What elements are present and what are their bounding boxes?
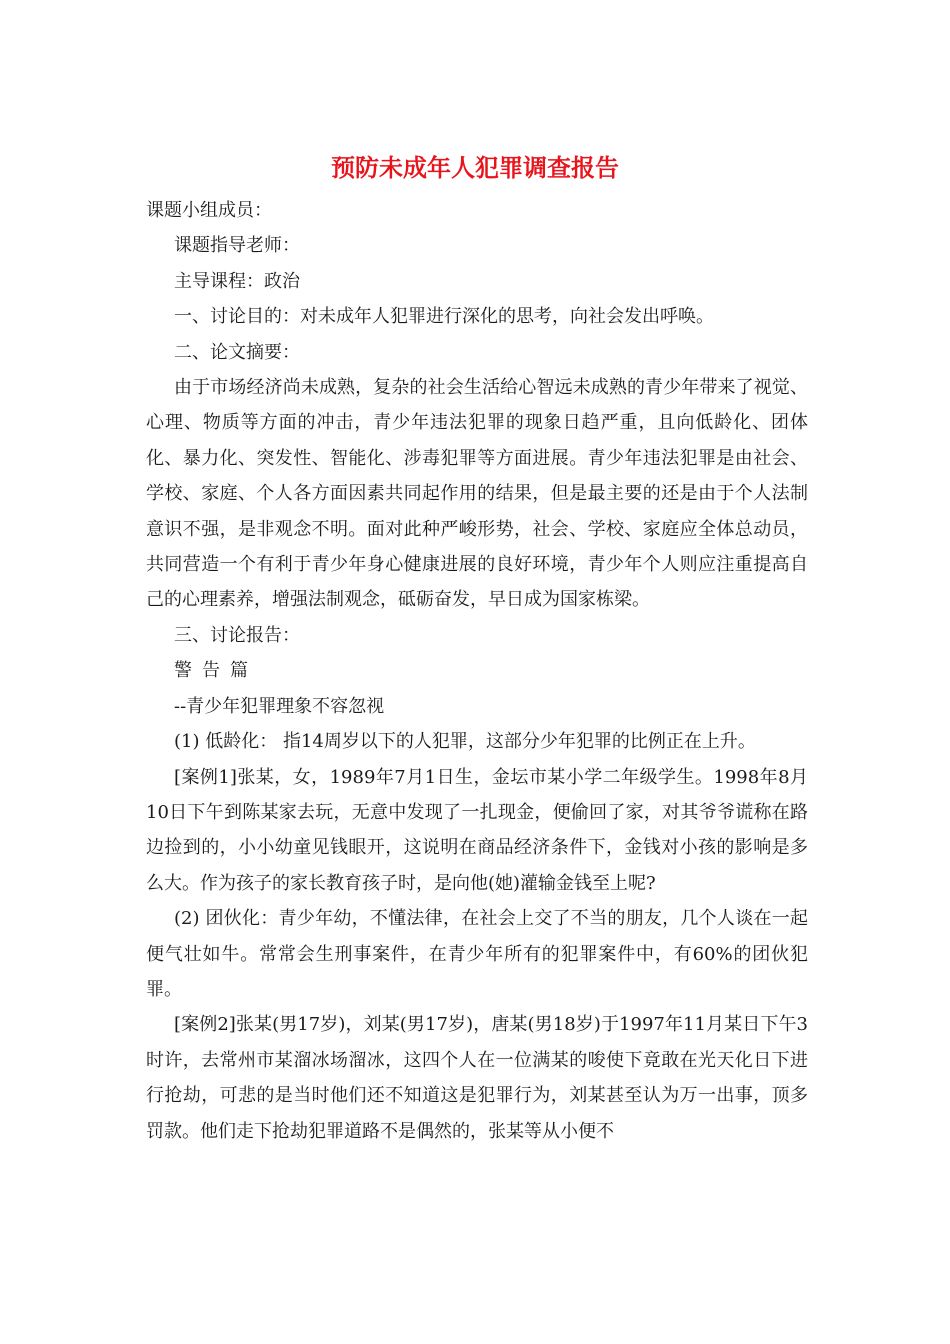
document-body [146,193,808,1149]
paragraph-purpose: 一、讨论目的：对未成年人犯罪进行深化的思考，向社会发出呼唤。 [174,306,714,328]
paragraph-report-heading: 三、讨论报告： [174,624,300,646]
paragraph-advisor: 课题指导老师： [174,235,300,257]
paragraph-course: 主导课程：政治 [174,270,300,292]
paragraph-gang: (2) 团伙化：青少年幼，不懂法律，在社会上交了不当的朋友，几个人谈在一起便气壮如牛。常常会生刑事案件，在青少年所有的犯罪案件中，有60%的团伙犯罪。 [146,908,808,1000]
paragraph-abstract-heading: 二、论文摘要： [174,341,300,363]
paragraph-group-members: 课题小组成员： [146,200,272,221]
paragraph-warning-subtitle: --青少年犯罪理象不容忽视 [174,695,385,717]
paragraph-abstract: 由于市场经济尚未成熟，复杂的社会生活给心智远未成熟的青少年带来了视觉、心理、物质等方面的冲击，青少年违法犯罪的现象日趋严重，且向低龄化、团体化、暴力化、突发性、智能化、涉毒犯罪等方面进展。青少年违法犯罪是由社会、学校、家庭、个人各方面因素共同起作用的结果，但是最主要的还是由于个人法制意识不强，是非观念不明。面对此种严峻形势，社会、学校、家庭应全体总动员，共同营造一个有利于青少年身心健康进展的良好环境，青少年个人则应注重提高自己的心理素养，增强法制观念，砥砺奋发，早日成为国家栋梁。 [146,377,808,611]
paragraph-warning-heading: 警告篇 [174,660,258,682]
paragraph-case-2: [案例2]张某(男17岁)，刘某(男17岁)，唐某(男18岁)于1997年11月某日下午3时许，去常州市某溜冰场溜冰，这四个人在一位满某的唆使下竟敢在光天化日下进行抢劫，可悲的是当时他们还不知道这是犯罪行为，刘某甚至认为万一出事，顶多罚款。他们走下抢劫犯罪道路不是偶然的，张某等从小便不 [146,1014,808,1142]
paragraph-low-age: (1) 低龄化： 指14周岁以下的人犯罪，这部分少年犯罪的比例正在上升。 [174,731,756,753]
document-title: 预防未成年人犯罪调查报告 [331,153,619,182]
paragraph-case-1: [案例1]张某，女，1989年7月1日生，金坛市某小学二年级学生。1998年8月10日下午到陈某家去玩，无意中发现了一扎现金，便偷回了家，对其爷爷谎称在路边捡到的，小小幼童见钱眼开，这说明在商品经济条件下，金钱对小孩的影响是多么大。作为孩子的家长教育孩子时，是向他(她)灌输金钱至上呢? [146,766,808,894]
